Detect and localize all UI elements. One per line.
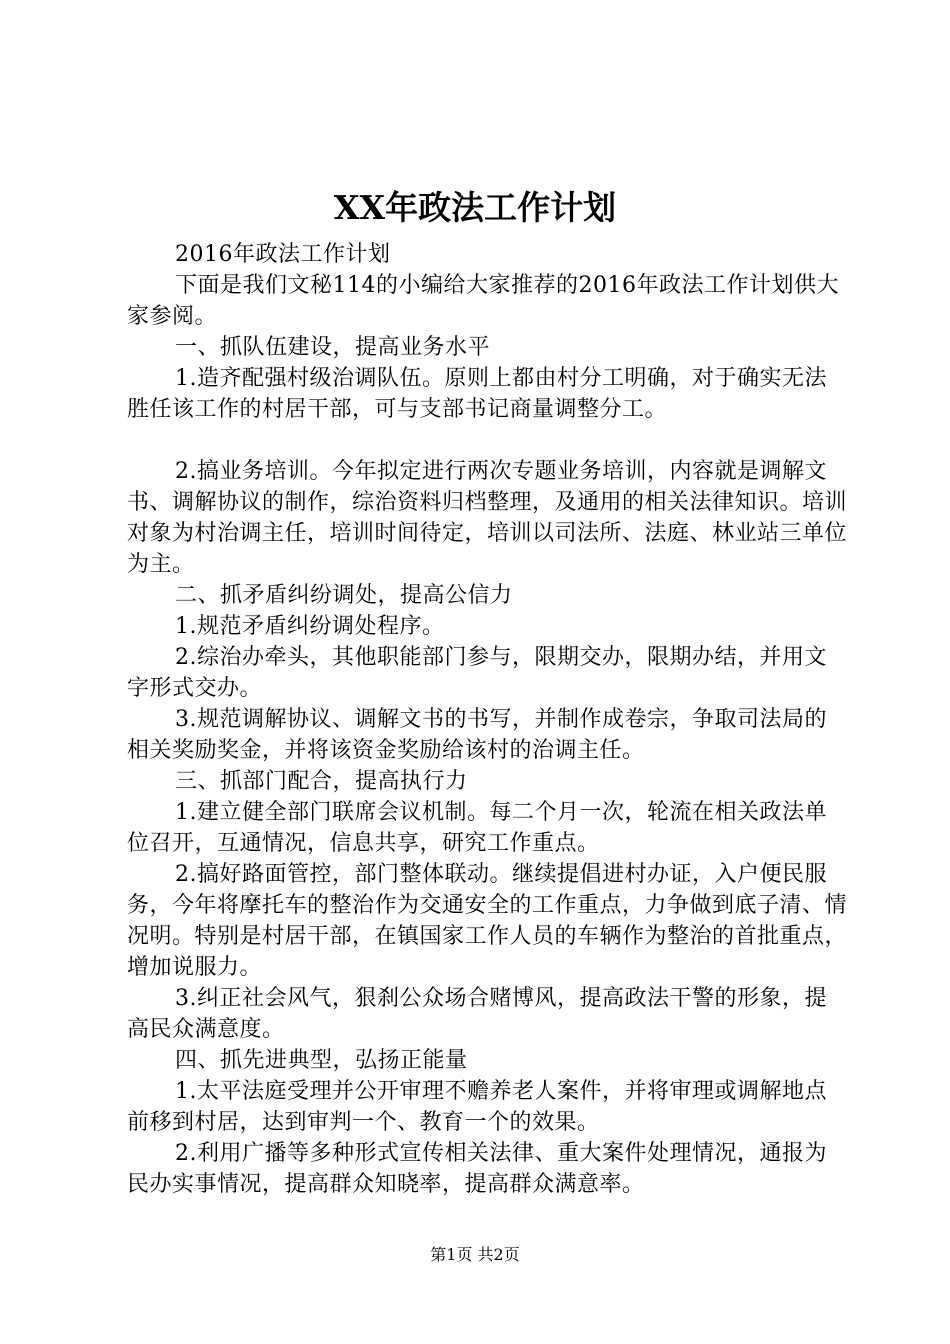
paragraph: 1.太平法庭受理并公开审理不赡养老人案件，并将审理或调解地点前移到村居，达到审判一个、教育一个的效果。 bbox=[127, 1079, 827, 1135]
paragraph: 1.建立健全部门联席会议机制。每二个月一次，轮流在相关政法单位召开，互通情况，信息共享，研究工作重点。 bbox=[127, 800, 827, 856]
section-heading-1: 一、抓队伍建设，提高业务水平 bbox=[175, 335, 491, 360]
paragraph: 3.规范调解协议、调解文书的书写，并制作成卷宗，争取司法局的相关奖励奖金，并将该资金奖励给该村的治调主任。 bbox=[127, 707, 827, 763]
section-heading-2: 二、抓矛盾纠纷调处，提高公信力 bbox=[175, 583, 513, 608]
paragraph: 2.搞好路面管控，部门整体联动。继续提倡进村办证，入户便民服务，今年将摩托车的整治作为交通安全的工作重点，力争做到底子清、情况明。特别是村居干部，在镇国家工作人员的车辆作为整治的首批重点，增加说服力。 bbox=[127, 862, 848, 980]
paragraph: 1.规范矛盾纠纷调处程序。 bbox=[175, 614, 445, 639]
blank-line bbox=[127, 425, 847, 456]
section-heading-4: 四、抓先进典型，弘扬正能量 bbox=[175, 1048, 468, 1073]
paragraph: 1.造齐配强村级治调队伍。原则上都由村分工明确，对于确实无法胜任该工作的村居干部，可与支部书记商量调整分工。 bbox=[127, 366, 827, 422]
page-number-footer: 第1页 共2页 bbox=[430, 1245, 520, 1264]
paragraph: 3.纠正社会风气，狠刹公众场合赌博风，提高政法干警的形象，提高民众满意度。 bbox=[127, 986, 827, 1042]
document-body bbox=[127, 239, 847, 1200]
paragraph: 2.利用广播等多种形式宣传相关法律、重大案件处理情况，通报为民办实事情况，提高群众知晓率，提高群众满意率。 bbox=[127, 1141, 827, 1197]
document-title: XX年政法工作计划 bbox=[333, 188, 617, 227]
paragraph: 2.综治办牵头，其他职能部门参与，限期交办，限期办结，并用文字形式交办。 bbox=[127, 645, 827, 701]
section-heading-3: 三、抓部门配合，提高执行力 bbox=[175, 769, 468, 794]
paragraph-intro: 下面是我们文秘114的小编给大家推荐的2016年政法工作计划供大家参阅。 bbox=[127, 273, 839, 329]
paragraph: 2.搞业务培训。今年拟定进行两次专题业务培训，内容就是调解文书、调解协议的制作，综治资料归档整理，及通用的相关法律知识。培训对象为村治调主任，培训时间待定，培训以司法所、法庭、林业站三单位为主。 bbox=[127, 459, 848, 577]
paragraph-subtitle: 2016年政法工作计划 bbox=[175, 242, 391, 267]
